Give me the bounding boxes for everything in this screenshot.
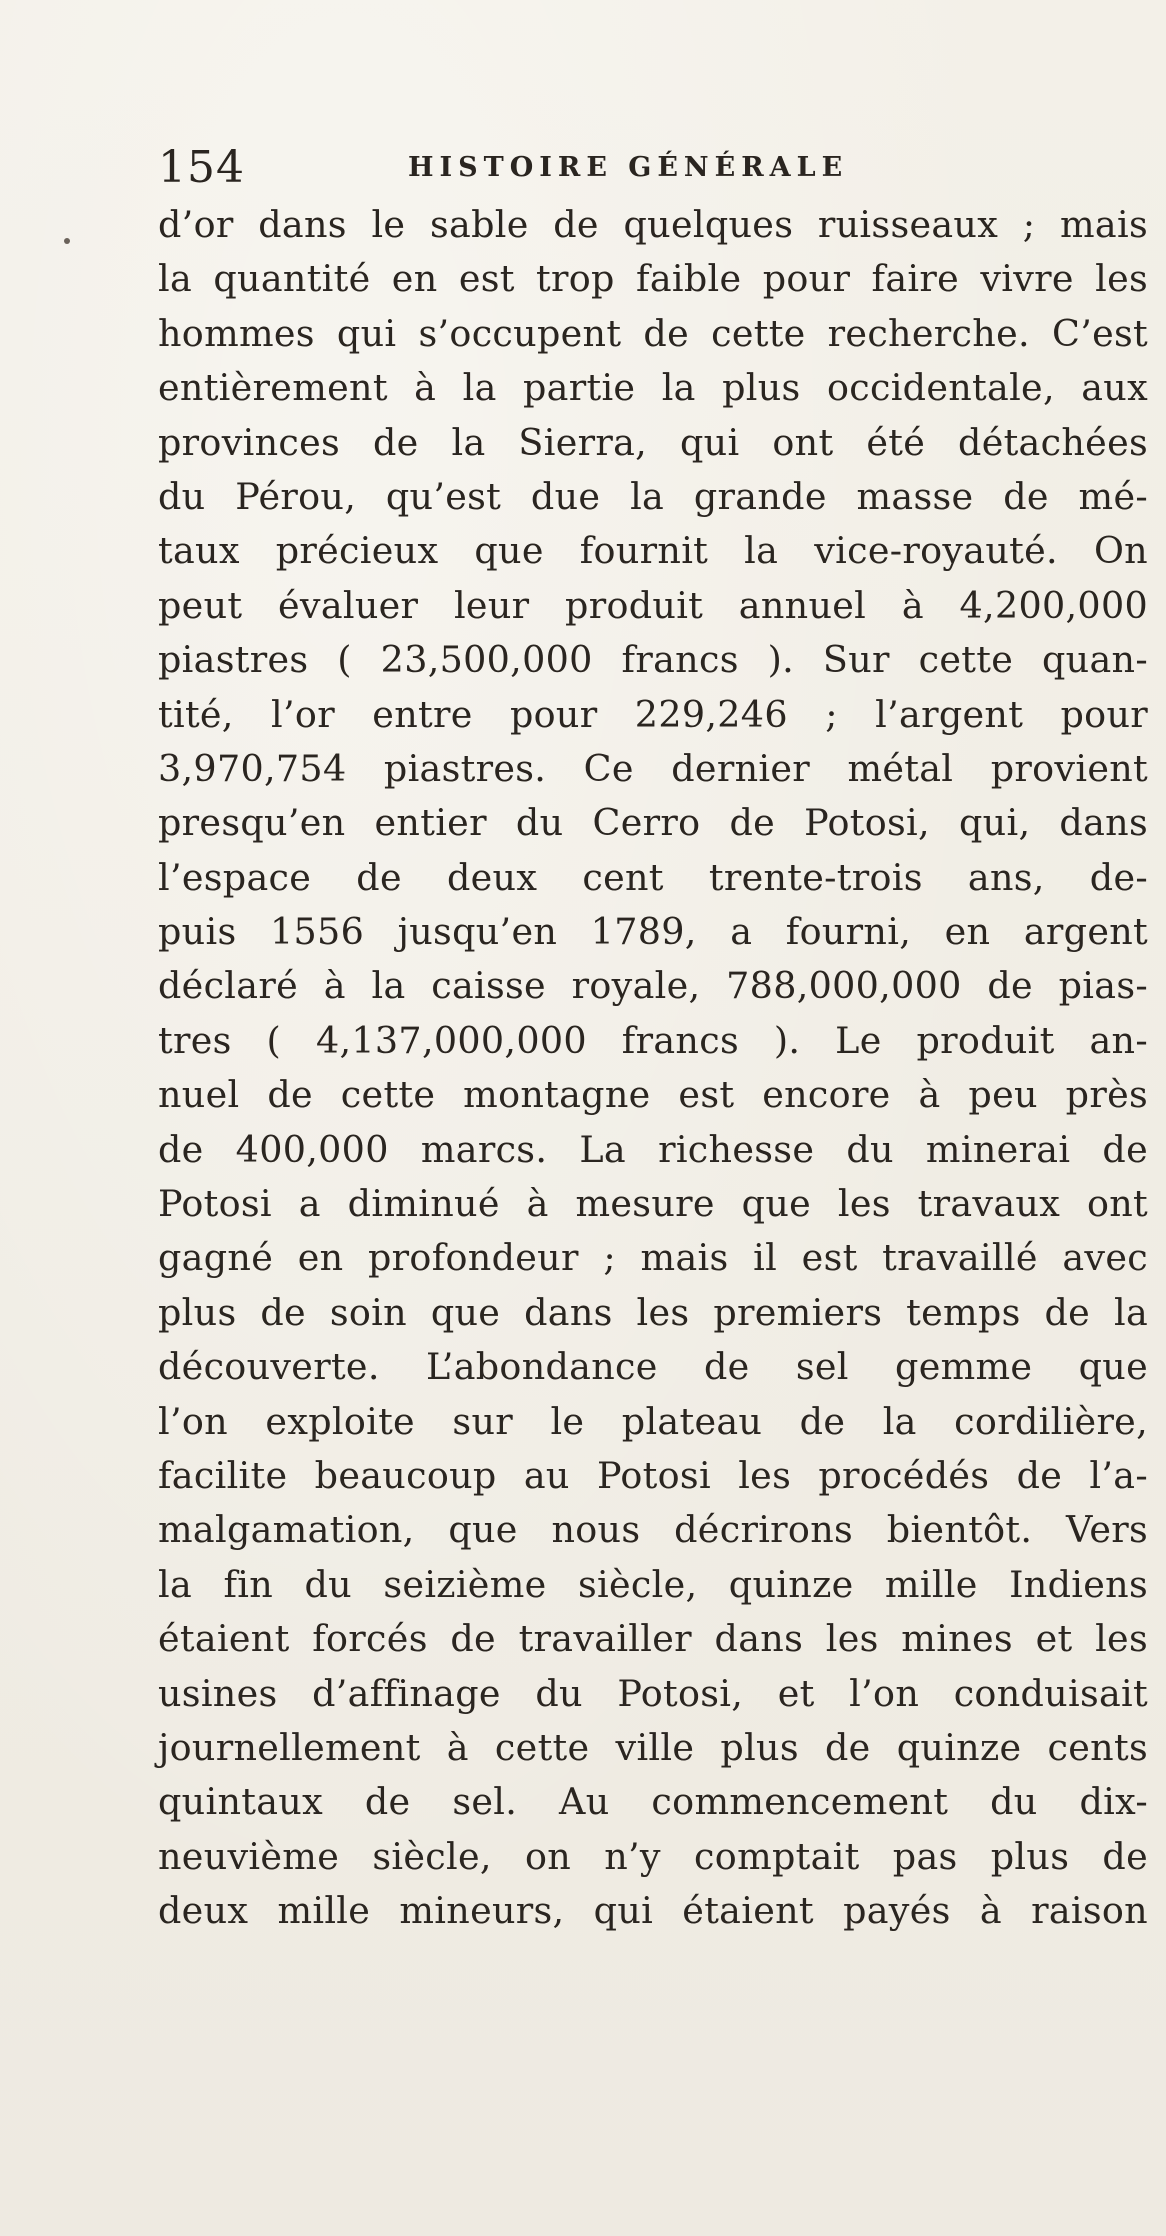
text-line: journellement à cette ville plus de quinze cents bbox=[158, 1725, 1148, 1769]
text-line: tité, l’or entre pour 229,246 ; l’argent pour bbox=[158, 692, 1148, 736]
text-line: l’on exploite sur le plateau de la cordilière, bbox=[158, 1399, 1148, 1443]
text-line: étaient forcés de travailler dans les mines et les bbox=[158, 1617, 1148, 1661]
margin-dot bbox=[64, 238, 70, 244]
text-line: quintaux de sel. Au commencement du dix- bbox=[158, 1780, 1148, 1824]
running-head: HISTOIRE GÉNÉRALE bbox=[408, 152, 849, 183]
text-line: la quantité en est trop faible pour faire vivre les bbox=[158, 257, 1148, 301]
text-line: usines d’affinage du Potosi, et l’on conduisait bbox=[158, 1671, 1148, 1715]
text-line: deux mille mineurs, qui étaient payés à raison bbox=[158, 1889, 1148, 1933]
text-line: la fin du seizième siècle, quinze mille Indiens bbox=[158, 1562, 1148, 1606]
text-line: presqu’en entier du Cerro de Potosi, qui, dans bbox=[158, 801, 1148, 845]
text-line: de 400,000 marcs. La richesse du minerai de bbox=[158, 1127, 1148, 1171]
text-line: taux précieux que fournit la vice-royauté. On bbox=[158, 529, 1148, 573]
text-line: 3,970,754 piastres. Ce dernier métal provient bbox=[158, 746, 1148, 790]
text-line: plus de soin que dans les premiers temps de la bbox=[158, 1290, 1148, 1334]
text-line: d’or dans le sable de quelques ruisseaux ; mais bbox=[158, 203, 1148, 246]
text-line: gagné en profondeur ; mais il est travaillé avec bbox=[158, 1236, 1148, 1280]
text-line: neuvième siècle, on n’y comptait pas plus de bbox=[158, 1834, 1148, 1878]
text-line: hommes qui s’occupent de cette recherche. C’est bbox=[158, 311, 1148, 355]
text-line: du Pérou, qu’est due la grande masse de mé- bbox=[158, 474, 1148, 518]
text-line: provinces de la Sierra, qui ont été détachées bbox=[158, 420, 1148, 464]
text-line: tres ( 4,137,000,000 francs ). Le produit an- bbox=[158, 1018, 1148, 1062]
text-line: nuel de cette montagne est encore à peu près bbox=[158, 1073, 1148, 1117]
text-line: piastres ( 23,500,000 francs ). Sur cette quan- bbox=[158, 638, 1148, 682]
text-line: entièrement à la partie la plus occidentale, aux bbox=[158, 366, 1148, 410]
body-text bbox=[158, 198, 1148, 1939]
page-number: 154 bbox=[158, 142, 245, 193]
text-line: déclaré à la caisse royale, 788,000,000 de pias- bbox=[158, 964, 1148, 1008]
text-line: facilite beaucoup au Potosi les procédés de l’a- bbox=[158, 1453, 1148, 1497]
text-line: malgamation, que nous décrirons bientôt. Vers bbox=[158, 1508, 1148, 1552]
text-line: l’espace de deux cent trente-trois ans, de- bbox=[158, 855, 1148, 899]
page-header bbox=[158, 140, 1148, 196]
text-line: puis 1556 jusqu’en 1789, a fourni, en argent bbox=[158, 910, 1148, 954]
text-line: peut évaluer leur produit annuel à 4,200,000 bbox=[158, 583, 1148, 627]
text-line: découverte. L’abondance de sel gemme que bbox=[158, 1345, 1148, 1389]
text-line: Potosi a diminué à mesure que les travaux ont bbox=[158, 1182, 1148, 1226]
